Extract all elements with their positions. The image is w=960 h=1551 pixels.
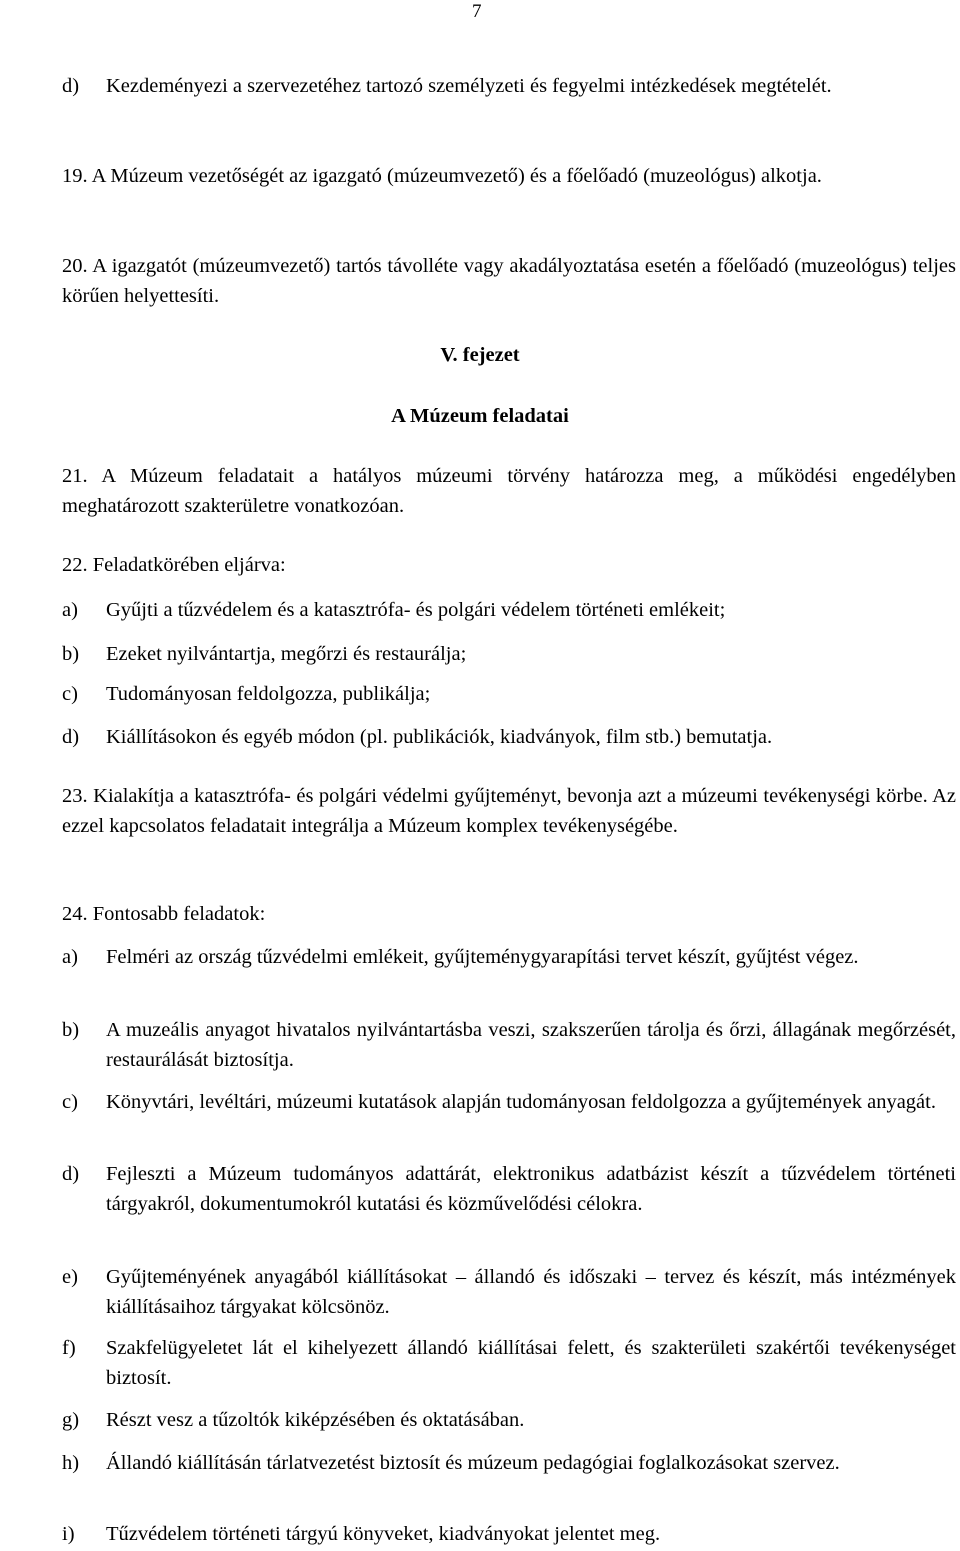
paragraph-21: 21. A Múzeum feladatait a hatályos múzeumi törvény határozza meg, a működési engedélyben meghatározott szakterületre vonatkozóan. [62,465,956,517]
list-item [62,943,956,973]
list-item [62,1449,956,1479]
list-item-text: Felméri az ország tűzvédelmi emlékeit, gyűjteménygyarapítási tervet készít, gyűjtést végez. [106,946,859,968]
list-item-letter: c) [62,683,78,705]
list-item [62,1263,956,1322]
list-item-letter: i) [62,1523,75,1545]
list-item-letter: b) [62,643,80,665]
list-item-text: Részt vesz a tűzoltók kiképzésében és oktatásában. [106,1409,525,1431]
list-item-letter: d) [62,726,80,748]
list-item-letter: a) [62,599,78,621]
paragraph-22: 22. Feladatkörében eljárva: [62,554,286,576]
list-item-letter: d) [62,75,80,97]
list-item [62,596,956,626]
list-item [62,72,956,102]
list-item [62,1160,956,1219]
list-item-text: Szakfelügyeletet lát el kihelyezett állandó kiállításai felett, és szakterületi szakértői tevékenységet biztosít. [106,1337,956,1389]
list-item [62,1016,956,1075]
list-item-letter: c) [62,1091,78,1113]
list-item [62,1334,956,1393]
list-item-text: Tudományosan feldolgozza, publikálja; [106,683,431,705]
chapter-title: A Múzeum feladatai [391,405,569,427]
paragraph-24: 24. Fontosabb feladatok: [62,903,266,925]
list-item-letter: g) [62,1409,80,1431]
paragraph-19: 19. A Múzeum vezetőségét az igazgató (múzeumvezető) és a főelőadó (muzeológus) alkotja. [62,165,822,187]
list-item-letter: a) [62,946,78,968]
list-item-text: Gyűjti a tűzvédelem és a katasztrófa- és polgári védelem történeti emlékeit; [106,599,726,621]
list-item-letter: f) [62,1337,76,1359]
list-item-letter: d) [62,1163,80,1185]
list-item-text: Gyűjteményének anyagából kiállításokat – állandó és időszaki – tervez és készít, más intézmények kiállításaihoz tárgyakat kölcsönöz. [106,1266,956,1318]
page-number: 7 [472,1,482,22]
list-item-text: Ezeket nyilvántartja, megőrzi és restaurálja; [106,643,467,665]
list-item-letter: e) [62,1266,78,1288]
list-item-text: Állandó kiállításán tárlatvezetést biztosít és múzeum pedagógiai foglalkozásokat szervez. [106,1452,840,1474]
list-item-text: Kiállításokon és egyéb módon (pl. publikációk, kiadványok, film stb.) bemutatja. [106,726,773,748]
list-item [62,640,956,670]
paragraph-23: 23. Kialakítja a katasztrófa- és polgári védelmi gyűjteményt, bevonja azt a múzeumi tevékenységi körbe. Az ezzel kapcsolatos feladatait integrálja a Múzeum komplex tevékenységébe. [62,785,956,837]
list-item-letter: b) [62,1019,80,1041]
list-item [62,723,956,753]
list-item [62,1088,956,1118]
list-item-text: A muzeális anyagot hivatalos nyilvántartásba veszi, szakszerűen tárolja és őrzi, állagának megőrzését, restaurálását biztosítja. [106,1019,956,1071]
chapter-number: V. fejezet [440,344,520,366]
list-item-text: Könyvtári, levéltári, múzeumi kutatások alapján tudományosan feldolgozza a gyűjtemények anyagát. [106,1091,936,1113]
list-item-text: Kezdeményezi a szervezetéhez tartozó személyzeti és fegyelmi intézkedések megtételét. [106,75,832,97]
list-item-text: Tűzvédelem történeti tárgyú könyveket, kiadványokat jelentet meg. [106,1523,661,1545]
list-item [62,1406,956,1436]
paragraph-20: 20. A igazgatót (múzeumvezető) tartós távolléte vagy akadályoztatása esetén a főelőadó (muzeológus) teljes körűen helyettesíti. [62,255,956,307]
list-item [62,680,956,710]
list-item [62,1520,956,1550]
list-item-text: Fejleszti a Múzeum tudományos adattárát, elektronikus adatbázist készít a tűzvédelem történeti tárgyakról, dokumentumokról kutatási és közművelődési célokra. [106,1163,956,1215]
list-item-letter: h) [62,1452,80,1474]
